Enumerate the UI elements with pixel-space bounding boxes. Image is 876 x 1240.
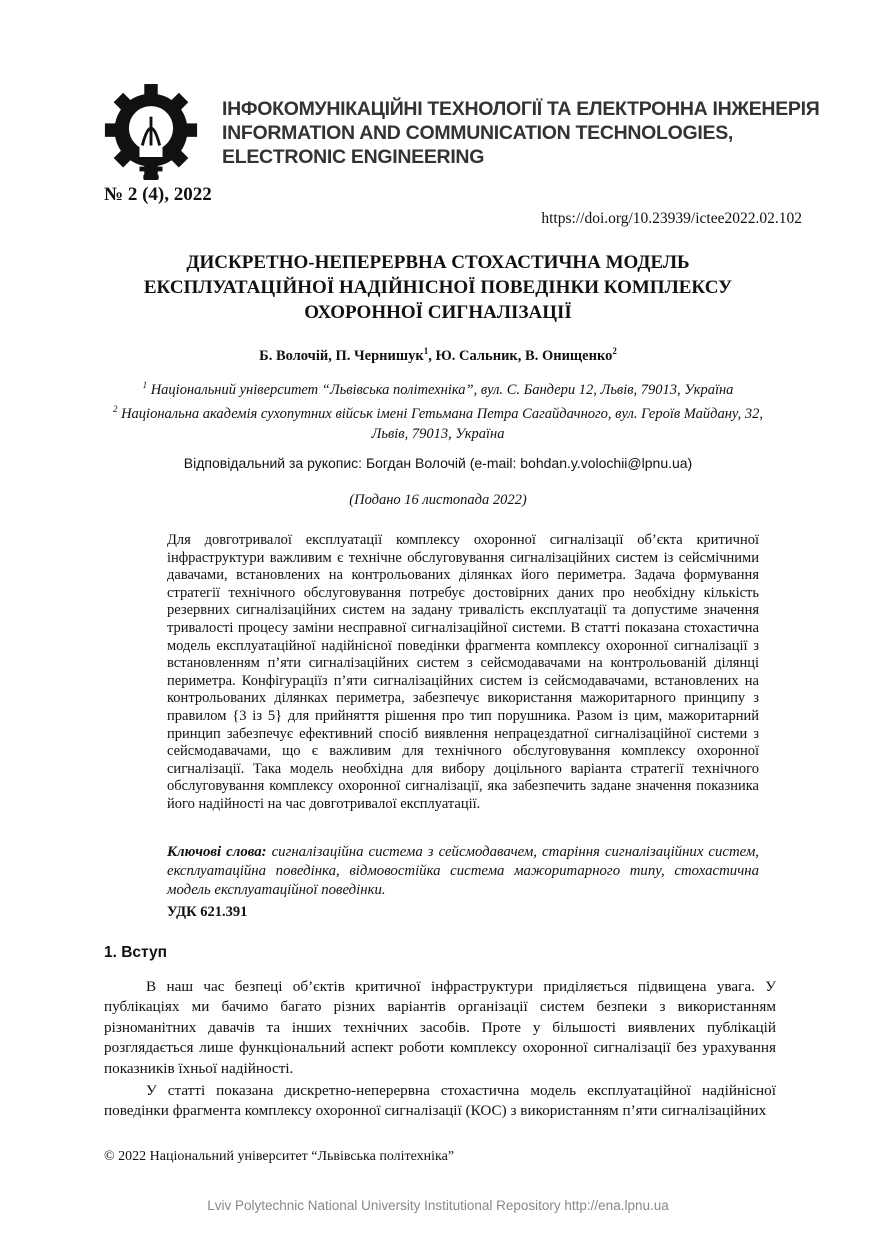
keywords-text: сигналізаційна система з сейсмодавачем, старіння сигналізаційних систем, експлуатаційна поведінка, відмовостійка система мажоритарного типу, стохастична модель експлуатаційної поведінки. [167, 844, 759, 898]
authors-sup2: 2 [612, 346, 617, 356]
affiliation-2-text: Національна академія сухопутних військ імені Гетьмана Петра Сагайдачного, вул. Героїв Майдану, 32, Львів, 79013, Україна [117, 406, 764, 442]
article-title [100, 250, 776, 325]
journal-title-en-line1: INFORMATION AND COMMUNICATION TECHNOLOGIES, [222, 122, 734, 144]
paragraph: В наш час безпеці об’єктів критичної інфраструктури приділяється підвищена увага. У публікаціях ми бачимо багато різних варіантів організації систем безпеки з використанням різноманітних давачів та інших технічних засобів. Проте у більшості виявлених публікацій розглядається лише функціональний аспект роботи комплексу охоронної сигналізації без урахування показників їхньої надійності. [104, 978, 776, 1077]
paragraph: У статті показана дискретно-неперервна стохастична модель експлуатаційної надійнісної поведінки фрагмента комплексу охоронної сигналізації (КОС) з використанням п’яти сигналізаційних [104, 1082, 776, 1120]
section-heading: 1. Вступ [104, 944, 168, 961]
authors-sup1: 1 [423, 346, 429, 356]
authors [100, 346, 776, 365]
journal-title-ua: ІНФОКОМУНІКАЦІЙНІ ТЕХНОЛОГІЇ ТА ЕЛЕКТРОННА ІНЖЕНЕРІЯ [222, 98, 820, 120]
abstract: Для довготривалої експлуатації комплексу охоронної сигналізації об’єкта критичної інфраструктури важливим є технічне обслуговування сигналізаційних систем із сейсмічними давачами, встановлених на контрольованих ділянках його периметра. Задача формування стратегії технічного обслуговування потребує достовірних даних про необхідну кількість резервних сигналізаційних систем на задану тривалість експлуатації та допустиме значення тривалості процесу заміни несправної сигналізаційної системи. В статті показана стохастична модель експлуатаційної надійнісної поведінки фрагмента комплексу охоронної сигналізації з встановленням п’яти сигналізаційних систем з сейсмодавачами на контрольованій ділянці периметра. Конфігураціїз п’яти сигналізаційних систем із сейсмодавачами, встановлених на контрольованих ділянках периметра, забезпечує використання мажоритарного принципу з правилом {3 із 5} для прийняття рішення про тип порушника. Разом із цим, мажоритарний принцип забезпечує ефективний спосіб виявлення непрацездатної сигналізаційної системи з сейсмодавачами, що є важливим для технічного обслуговування комплексу охоронної сигналізації. Така модель необхідна для вибору доцільного варіанта стратегії технічного обслуговування комплексу охоронної сигналізації, яка забезпечить задане значення показника його надійності на час довготривалої експлуатації. [167, 532, 759, 812]
journal-title-en-line2: ELECTRONIC ENGINEERING [222, 146, 485, 168]
article-title-line3: ОХОРОННОЇ СИГНАЛІЗАЦІЇ [304, 302, 572, 323]
repository-footer[interactable]: Lviv Polytechnic National University Institutional Repository http://ena.lpnu.ua [207, 1198, 669, 1213]
keywords [167, 843, 759, 900]
affiliation-1-text: Національний університет “Львівська політехніка”, вул. С. Бандери 12, Львів, 79013, Україна [147, 381, 734, 398]
journal-logo-gear-bulb-icon [103, 82, 199, 184]
affiliation-2 [100, 400, 776, 444]
udc-code: УДК 621.391 [167, 904, 248, 920]
body-text [104, 977, 776, 1124]
authors-part1: Б. Волочій, П. Чернишук [259, 347, 424, 364]
affiliation-1-sup: 1 [142, 380, 148, 390]
article-title-line1: ДИСКРЕТНО-НЕПЕРЕРВНА СТОХАСТИЧНА МОДЕЛЬ [186, 252, 690, 273]
doi-link[interactable]: https://doi.org/10.23939/ictee2022.02.102 [541, 210, 802, 227]
affiliation-2-sup: 2 [112, 404, 118, 415]
journal-title [222, 97, 842, 169]
affiliations [100, 376, 776, 444]
issue-number: № 2 (4), 2022 [104, 184, 212, 205]
copyright: © 2022 Національний університет “Львівська політехніка” [104, 1149, 455, 1164]
affiliation-1 [100, 376, 776, 400]
keywords-label: Ключові слова: [167, 844, 267, 860]
corresponding-author: Відповідальний за рукопис: Богдан Волочій (e-mail: bohdan.y.volochii@lpnu.ua) [183, 455, 693, 471]
article-title-line2: ЕКСПЛУАТАЦІЙНОЇ НАДІЙНІСНОЇ ПОВЕДІНКИ КОМПЛЕКСУ [143, 277, 733, 298]
authors-part2: , Ю. Сальник, В. Онищенко [428, 347, 613, 364]
submission-date: (Подано 16 листопада 2022) [349, 492, 527, 508]
